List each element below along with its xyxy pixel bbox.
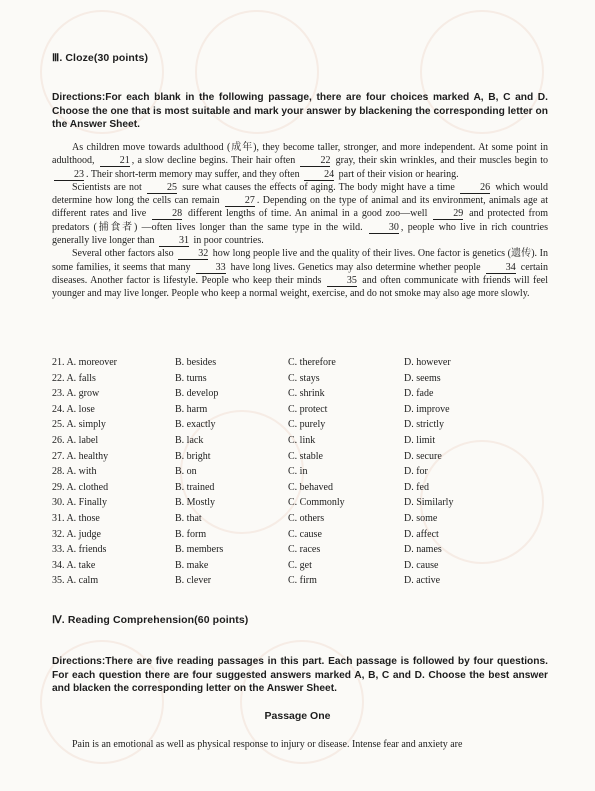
cloze-blank: 26 (460, 183, 490, 194)
passage-paragraph (52, 247, 548, 300)
option-choice: C. therefore (288, 357, 336, 368)
passage-text: which would determine how long the cells can remain (52, 181, 548, 207)
cloze-passage (52, 141, 548, 301)
option-choice: C. races (288, 544, 321, 556)
cloze-blank: 35 (327, 276, 357, 287)
option-choice: D. names (404, 544, 442, 556)
option-choice: D. however (404, 357, 451, 368)
option-row (52, 544, 552, 560)
cloze-blank: 24 (304, 170, 334, 181)
passage-text: gray, their skin wrinkles, and their muscles begin to (332, 155, 549, 167)
option-row (52, 497, 552, 513)
passage-one-first-line: Pain is an emotional as well as physical response to injury or disease. Intense fear and anxiety are (72, 739, 463, 750)
option-choice: B. on (175, 466, 197, 478)
cloze-blank: 25 (147, 183, 177, 194)
option-choice: 25. A. simply (52, 419, 106, 431)
option-choice: 33. A. friends (52, 544, 107, 556)
passage-one-title: Passage One (264, 710, 331, 722)
option-choice: D. Similarly (404, 497, 454, 509)
passage-text: certain diseases. Another factor is lifestyle. People who keep their minds (52, 261, 549, 286)
passage-text: in poor countries. (190, 235, 264, 247)
option-choice: 23. A. grow (52, 388, 100, 400)
passage-text: and often communicate with friends will feel younger and may live longer. People who keep a normal weight, exercise, and do not smoke may also age more slowly. (52, 274, 548, 300)
option-choice: B. bright (175, 450, 211, 462)
option-choice: 35. A. calm (52, 575, 99, 587)
cloze-blank: 23 (54, 170, 84, 181)
passage-text: have long lives. Genetics may also determine whether people (227, 261, 484, 273)
option-choice: B. besides (175, 357, 217, 368)
option-row (52, 560, 552, 576)
directions-text: There are five reading passages in this part. Each passage is followed by four questions. For each question there are four suggested answers marked A, B, C and D. Choose the best answer and blacken the corresponding letter on the Answer Sheet. (52, 656, 548, 694)
option-row (52, 373, 552, 389)
passage-text: . Depending on the type of animal and its environment, animals age at different rates and live (52, 195, 548, 220)
option-row (52, 357, 552, 373)
cloze-directions (52, 91, 548, 132)
option-choice: D. improve (404, 403, 450, 415)
option-row (52, 482, 552, 498)
passage-paragraph (52, 181, 548, 247)
option-choice: B. make (175, 559, 209, 571)
option-choice: 22. A. falls (52, 372, 96, 384)
option-row (52, 451, 552, 467)
option-choice: 29. A. clothed (52, 481, 109, 493)
option-choice: B. turns (175, 372, 207, 384)
passage-text: part of their vision or hearing. (336, 168, 459, 180)
directions-label: Directions: (52, 656, 106, 667)
cloze-blank: 22 (300, 156, 330, 167)
passage-text: Scientists are not (72, 181, 146, 193)
option-choice: C. behaved (288, 481, 333, 493)
option-choice: D. limit (404, 434, 436, 446)
option-choice: B. that (175, 512, 202, 524)
option-row (52, 575, 552, 591)
option-choice: D. cause (404, 559, 439, 571)
option-choice: C. protect (288, 403, 328, 415)
option-choice: B. trained (175, 481, 215, 493)
option-row (52, 404, 552, 420)
option-choice: B. lack (175, 434, 204, 446)
passage-text: how long people live and the quality of their lives. One factor is genetics (遗传). In some families, it seems that many (52, 248, 548, 273)
option-choice: C. firm (288, 575, 317, 587)
option-choice: B. exactly (175, 419, 216, 431)
option-choice: D. strictly (404, 419, 444, 431)
passage-text: . Their short-term memory may suffer, and they often (86, 168, 303, 180)
option-choice: D. fade (404, 388, 434, 400)
option-choice: C. others (288, 512, 325, 524)
option-choice: 21. A. moreover (52, 357, 117, 368)
answer-options-grid (52, 357, 552, 591)
cloze-blank: 30 (369, 223, 399, 234)
option-choice: D. some (404, 512, 438, 524)
passage-text: , people who live in rich countries generally live longer than (52, 221, 548, 247)
cloze-blank: 32 (178, 249, 208, 260)
cloze-blank: 34 (486, 263, 516, 274)
option-choice: C. stays (288, 372, 320, 384)
cloze-blank: 31 (159, 236, 189, 247)
passage-text: As children move towards adulthood (成年), they become taller, stronger, and more independent. At some point in adulthood, (52, 142, 548, 167)
option-choice: D. affect (404, 528, 439, 540)
passage-text: , a slow decline begins. Their hair often (131, 155, 299, 167)
option-choice: B. clever (175, 575, 212, 587)
cloze-blank: 21 (100, 156, 130, 167)
option-choice: C. shrink (288, 388, 325, 400)
option-choice: 28. A. with (52, 466, 97, 478)
option-choice: B. develop (175, 388, 219, 400)
option-choice: B. harm (175, 403, 208, 415)
passage-text: Several other factors also (72, 248, 177, 260)
option-row (52, 388, 552, 404)
passage-text: and protected from predators (捕食者) —often lives longer than the same type in the wild. (52, 208, 548, 233)
cloze-blank: 28 (152, 209, 182, 220)
option-choice: B. members (175, 544, 224, 556)
passage-text: different lengths of time. An animal in a good zoo—well (184, 208, 432, 220)
option-row (52, 529, 552, 545)
option-choice: C. get (288, 559, 312, 571)
option-choice: B. Mostly (175, 497, 216, 509)
reading-section-title: Ⅳ. Reading Comprehension(60 points) (52, 614, 249, 626)
directions-text: For each blank in the following passage, there are four choices marked A, B, C and D. Choose the one that is most suitable and mark your answer by blackening the corresponding letter on the Answer Sheet. (52, 92, 548, 130)
option-choice: B. form (175, 528, 207, 540)
option-choice: D. fed (404, 481, 429, 493)
option-choice: D. secure (404, 450, 442, 462)
passage-text: sure what causes the effects of aging. The body might have a time (179, 181, 459, 193)
option-row (52, 435, 552, 451)
option-choice: D. active (404, 575, 441, 587)
option-choice: 26. A. label (52, 434, 99, 446)
reading-directions (52, 655, 548, 696)
option-choice: D. seems (404, 372, 441, 384)
option-choice: C. stable (288, 450, 323, 462)
option-choice: 30. A. Finally (52, 497, 108, 509)
cloze-section-title: Ⅲ. Cloze(30 points) (52, 52, 149, 64)
option-choice: 34. A. take (52, 559, 96, 571)
option-choice: C. purely (288, 419, 326, 431)
option-choice: 32. A. judge (52, 528, 101, 540)
option-choice: 31. A. those (52, 512, 100, 524)
cloze-blank: 33 (196, 263, 226, 274)
option-choice: C. Commonly (288, 497, 345, 509)
option-row (52, 466, 552, 482)
option-choice: 24. A. lose (52, 403, 95, 415)
option-choice: C. cause (288, 528, 322, 540)
option-choice: C. in (288, 466, 308, 478)
option-row (52, 419, 552, 435)
cloze-blank: 27 (225, 196, 255, 207)
directions-label: Directions: (52, 92, 106, 103)
passage-paragraph (52, 141, 548, 181)
cloze-blank: 29 (433, 209, 463, 220)
option-row (52, 513, 552, 529)
option-choice: C. link (288, 434, 316, 446)
option-choice: D. for (404, 466, 428, 478)
option-choice: 27. A. healthy (52, 450, 109, 462)
